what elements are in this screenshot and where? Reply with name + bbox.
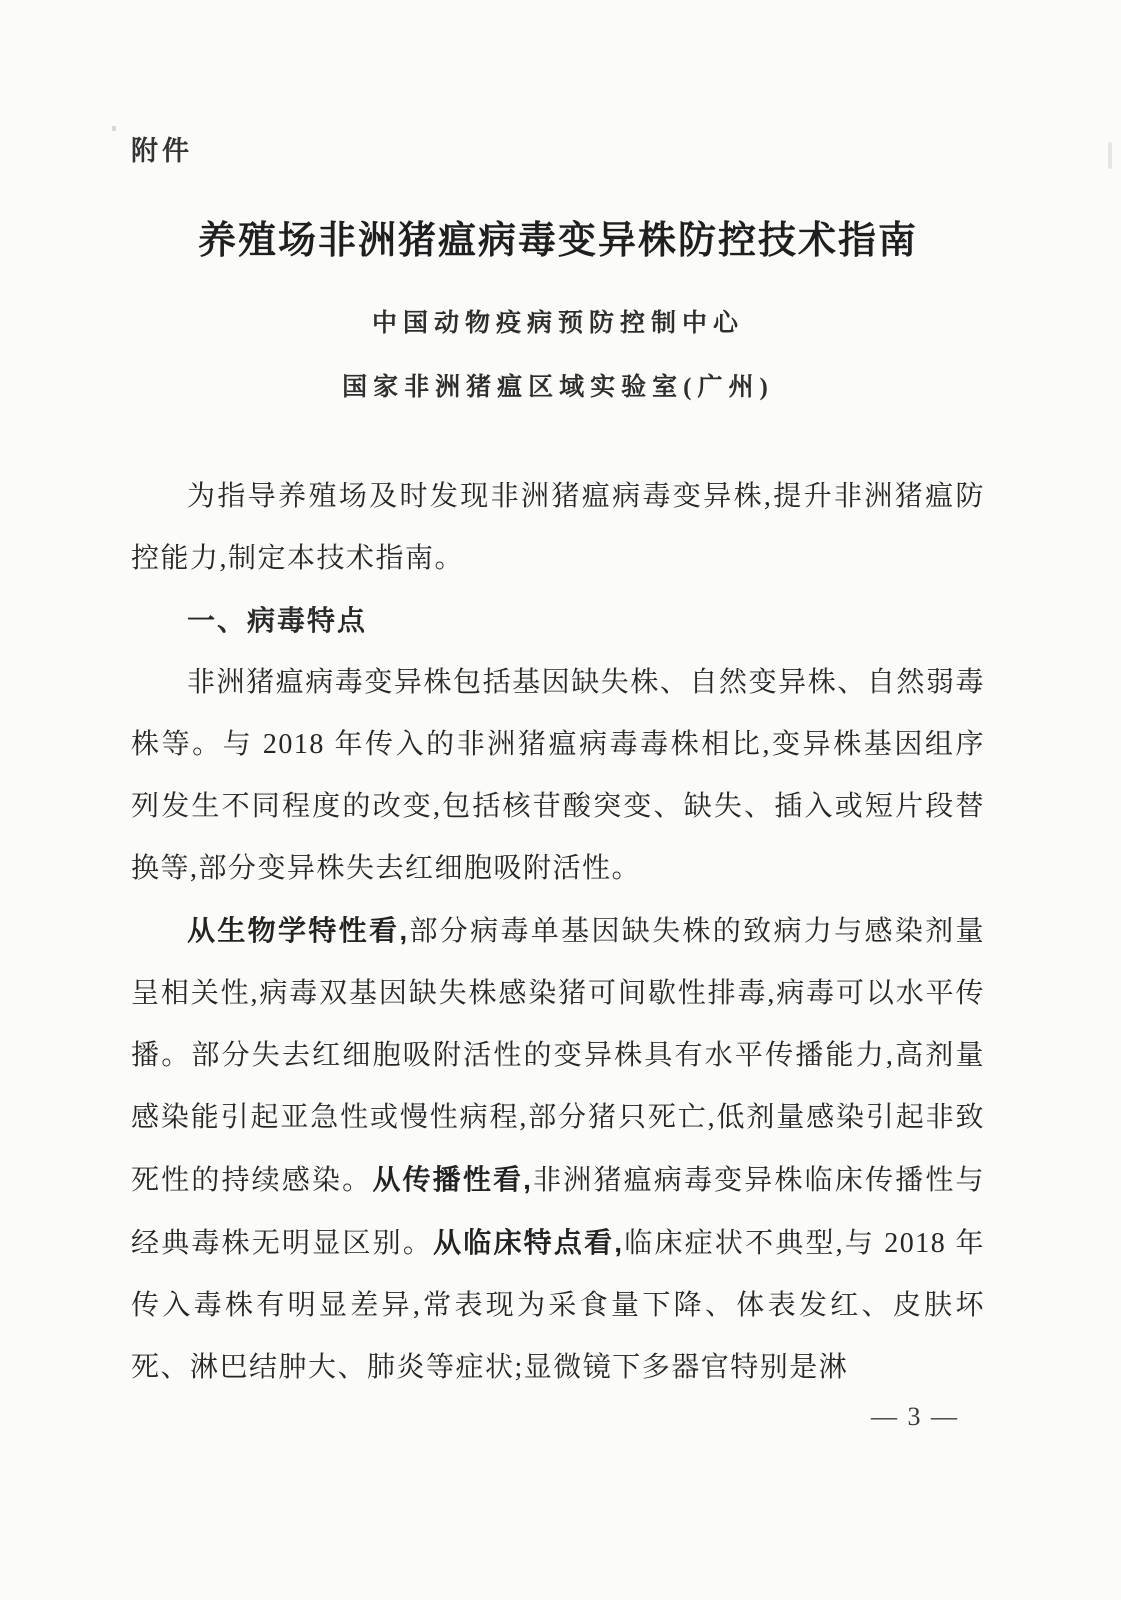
emphasis-biological-traits: 从生物学特性看, [187,915,409,946]
virus-variant-paragraph: 非洲猪瘟病毒变异株包括基因缺失株、自然变异株、自然弱毒株等。与 2018 年传入的非洲猪瘟病毒毒株相比,变异株基因组序列发生不同程度的改变,包括核苷酸突变、缺失、插入或短片段替换等,部分变异株失去红细胞吸附活性。 [131,667,985,884]
page-number: — 3 — [871,1402,959,1431]
attachment-label: 附件 [131,136,193,166]
emphasis-clinical-features: 从临床特点看, [433,1227,624,1258]
transmissibility-text: 非洲猪瘟病毒变异株临床传播性与经典毒株无明显区别。 [131,1165,985,1259]
scan-artifact [1108,142,1112,169]
document-body [131,466,985,1399]
scan-speck [112,126,116,131]
org-name-primary: 中国动物疫病预防控制中心 [371,310,744,337]
clinical-features-text: 临床症状不典型,与 2018 年传入毒株有明显差异,常表现为采食量下降、体表发红、皮肤坏死、淋巴结肿大、肺炎等症状;显微镜下多器官特别是淋 [131,1228,985,1383]
biology-paragraph [131,900,985,1399]
document-title: 养殖场非洲猪瘟病毒变异株防控技术指南 [197,220,918,262]
document-content [131,0,985,1433]
intro-paragraph: 为指导养殖场及时发现非洲猪瘟病毒变异株,提升非洲猪瘟防控能力,制定本技术指南。 [131,481,985,574]
biology-text: 部分病毒单基因缺失株的致病力与感染剂量呈相关性,病毒双基因缺失株感染猪可间歇性排毒,病毒可以水平传播。部分失去红细胞吸附活性的变异株具有水平传播能力,高剂量感染能引起亚急性或慢性病程,部分猪只死亡,低剂量感染引起非致死性的持续感染。 [131,916,985,1196]
emphasis-transmissibility: 从传播性看, [372,1164,533,1195]
section-heading-virus-characteristics: 一、病毒特点 [187,605,368,636]
org-name-secondary: 国家非洲猪瘟区域实验室(广州) [342,374,774,401]
